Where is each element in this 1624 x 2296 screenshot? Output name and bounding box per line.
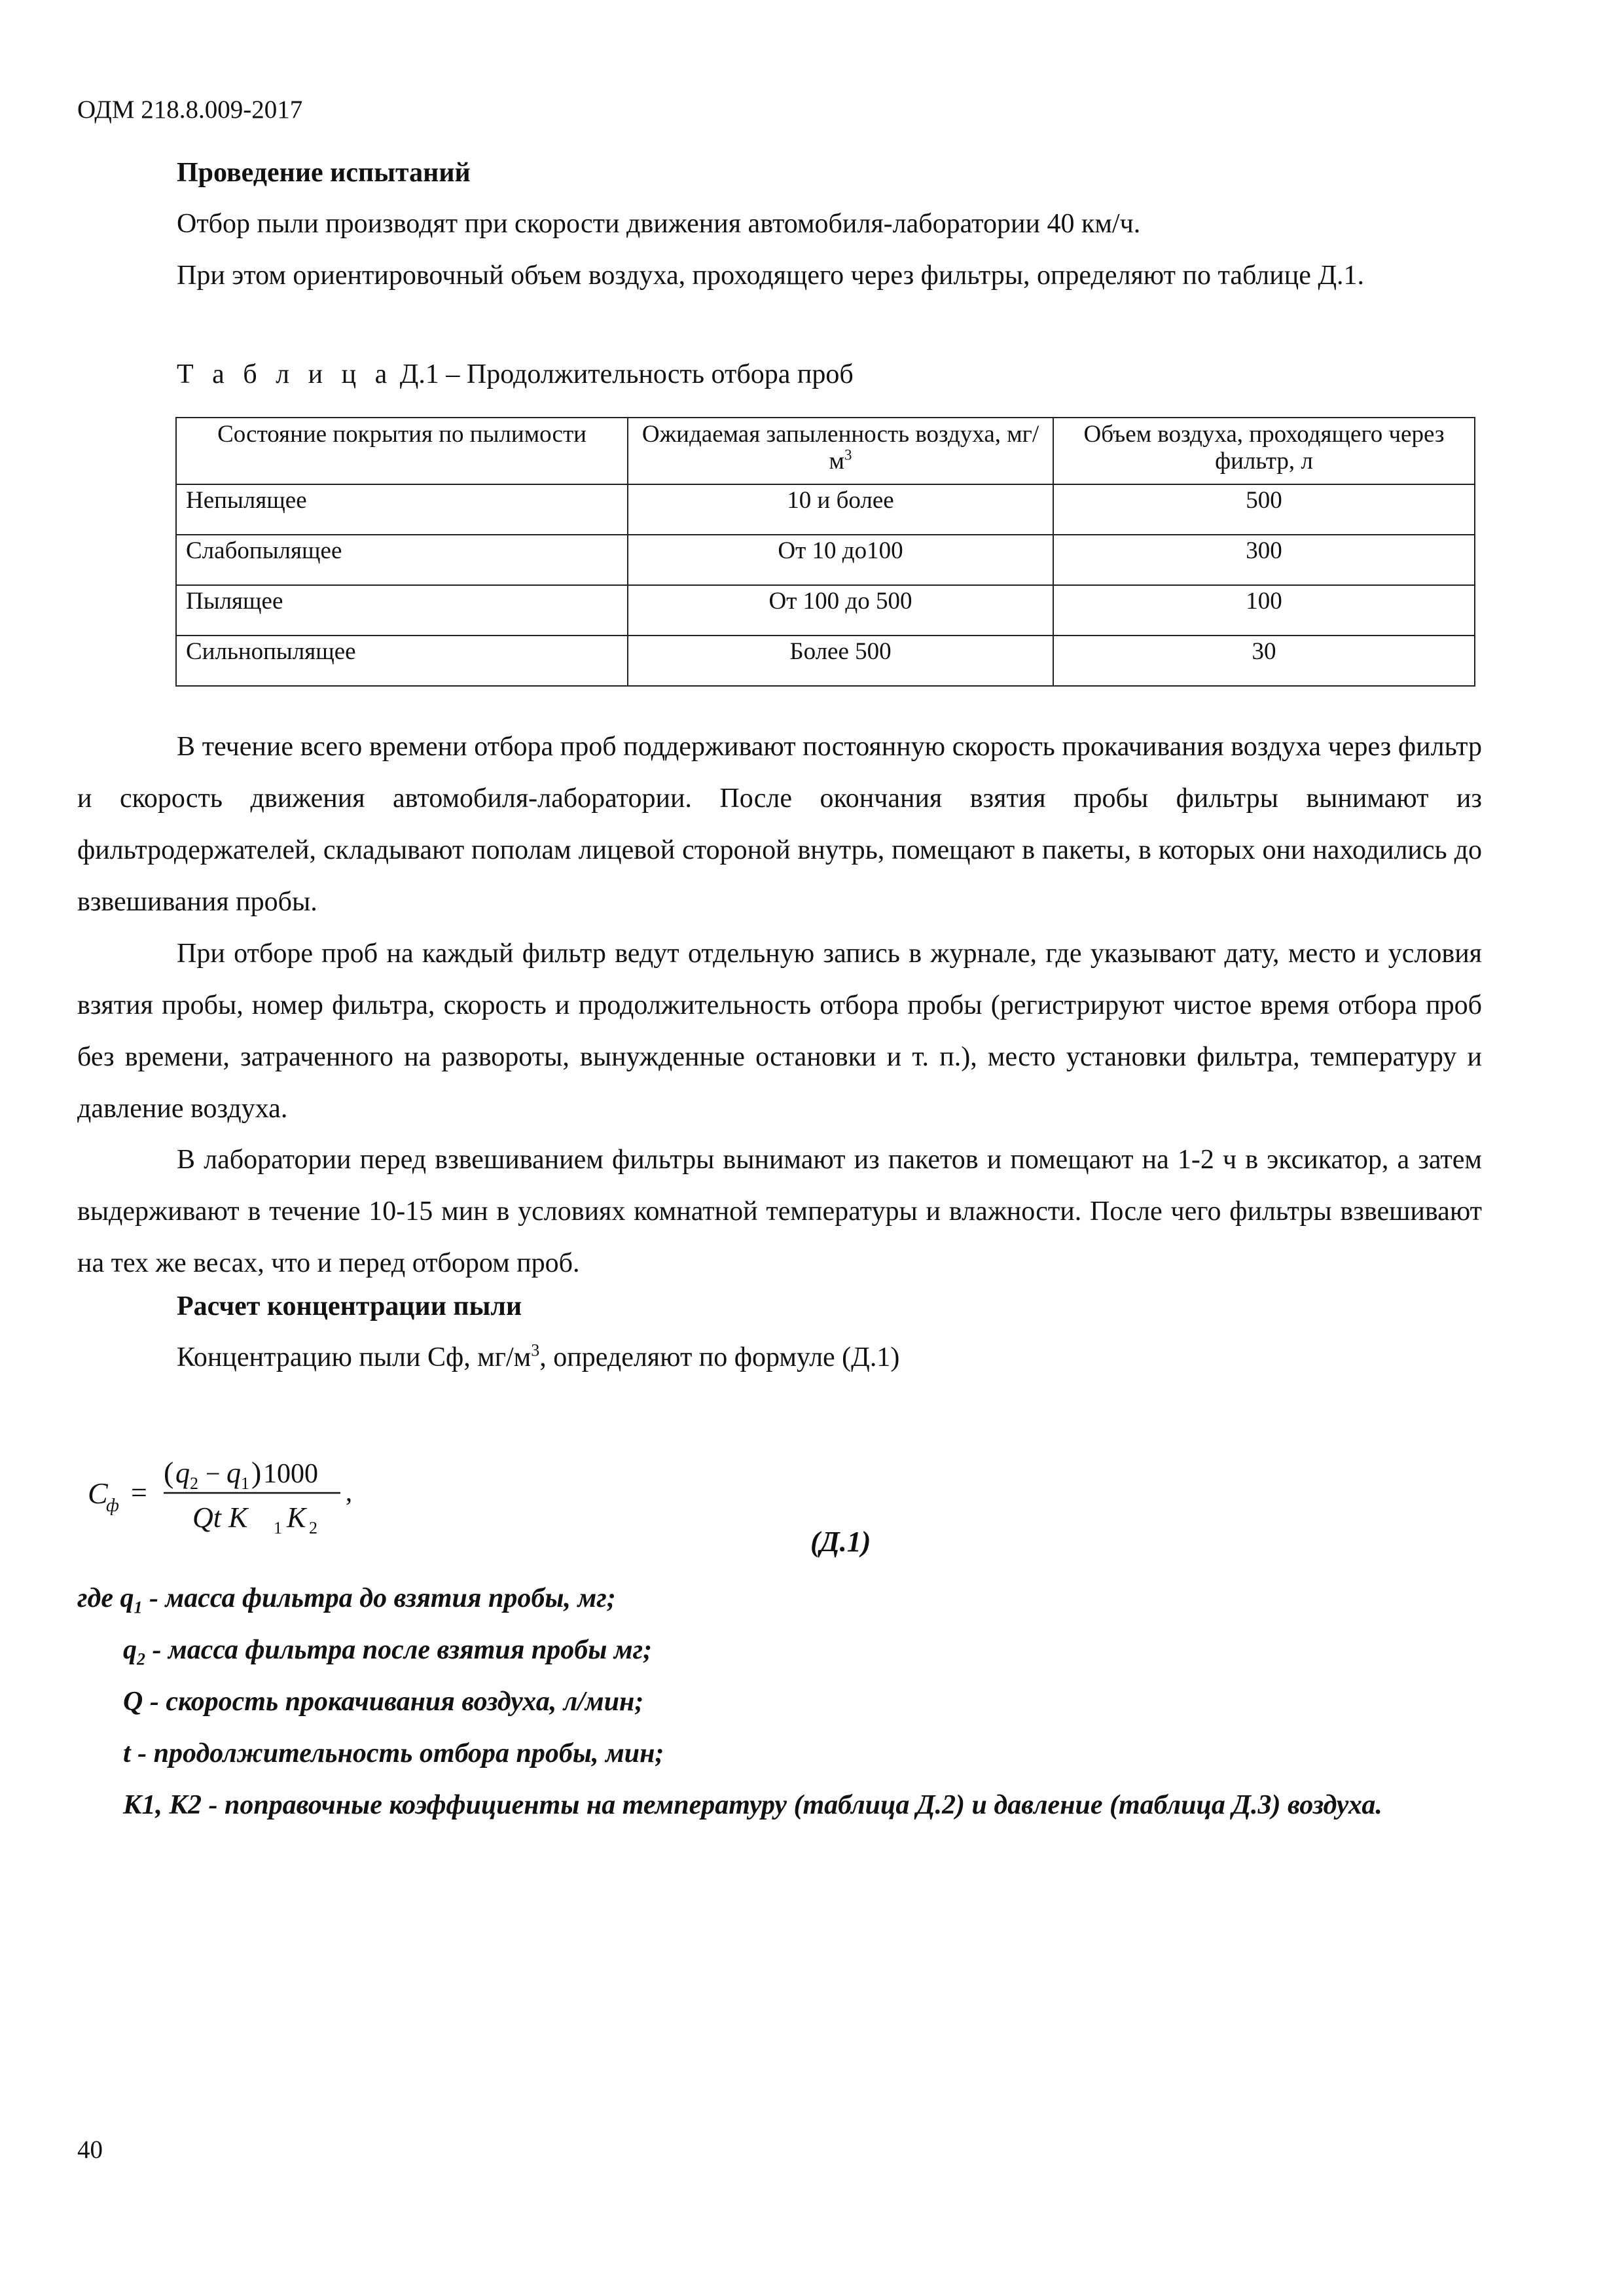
svg-text:q: q <box>226 1457 241 1489</box>
paragraph-formula-intro: Концентрацию пыли Сф, $мг/м^3$, определяют по формуле (Д.1) <box>177 1340 900 1372</box>
legend-k-coefficients: К1, К2 - поправочные коэффициенты на температуру (таблица Д.2) и давление (таблица Д.3) воздуха. <box>123 1790 1382 1820</box>
page-number: 40 <box>77 2136 103 2164</box>
section-heading-dust-concentration: Расчет концентрации пыли <box>177 1291 522 1321</box>
svg-text:q: q <box>175 1457 190 1489</box>
svg-text:=: = <box>131 1477 147 1509</box>
table-cell: Слабопылящее <box>176 535 628 585</box>
table-row <box>176 484 1475 535</box>
table-header-cell: Ожидаемая запыленность воздуха, $мг/м^3$ <box>628 418 1053 484</box>
table-cell: 10 и более <box>628 484 1053 535</box>
svg-text:K: K <box>287 1501 306 1534</box>
table-cell: От 10 до100 <box>628 535 1053 585</box>
table-cell: Сильнопылящее <box>176 636 628 686</box>
svg-text:(: ( <box>164 1456 174 1489</box>
paragraph-dust-sampling-speed: Отбор пыли производят при скорости движения автомобиля-лаборатории 40 км/ч. <box>177 209 1141 239</box>
table-row <box>176 636 1475 686</box>
table-header-cell: Состояние покрытия по пылимости <box>176 418 628 484</box>
legend-Q: Q - скорость прокачивания воздуха, л/мин; <box>123 1687 644 1717</box>
table-cell: 30 <box>1053 636 1475 686</box>
svg-text:): ) <box>251 1456 262 1489</box>
table-header-cell: Объем воздуха, проходящего через фильтр, л <box>1053 418 1475 484</box>
legend-q2: $q_2$ - масса фильтра после взятия пробы мг; <box>123 1635 653 1669</box>
table-cell: Непылящее <box>176 484 628 535</box>
svg-text:2: 2 <box>190 1474 198 1493</box>
svg-text:−: − <box>206 1459 221 1488</box>
table-caption-text: Д.1 – Продолжительность отбора проб <box>399 359 854 389</box>
table-cell: Пылящее <box>176 585 628 636</box>
table-cell: Более 500 <box>628 636 1053 686</box>
sampling-duration-table <box>175 417 1475 687</box>
svg-text:C: C <box>88 1477 108 1510</box>
svg-text:1: 1 <box>274 1518 282 1537</box>
table-caption-label: Т а б л и ц а <box>177 359 393 389</box>
paragraph-air-volume: При этом ориентировочный объем воздуха, проходящего через фильтры, определяют по таблице Д.1. <box>177 260 1364 291</box>
svg-text:ф: ф <box>106 1496 119 1516</box>
svg-text:1000: 1000 <box>263 1459 318 1489</box>
table-cell: 300 <box>1053 535 1475 585</box>
svg-text:2: 2 <box>309 1518 317 1537</box>
table-caption <box>177 359 854 390</box>
dust-concentration-formula <box>84 1443 424 1548</box>
document-code-header: ОДМ 218.8.009-2017 <box>77 96 303 124</box>
formula-number: (Д.1) <box>810 1526 871 1558</box>
svg-text:1: 1 <box>241 1474 249 1493</box>
table-cell: 100 <box>1053 585 1475 636</box>
table-cell: 500 <box>1053 484 1475 535</box>
svg-text:Qt K: Qt K <box>192 1501 248 1534</box>
paragraph-sampling-procedure: В течение всего времени отбора проб поддерживают постоянную скорость прокачивания воздуха через фильтр и скорость движения автомобиля-лаборатории. После окончания взятия пробы фильтры вынимают из фильтродержателей, складывают пополам лицевой стороной внутрь, помещают в пакеты, в которых они находились до взвешивания пробы. <box>77 732 1482 917</box>
legend-q1: где $q_1$ - масса фильтра до взятия пробы, мг; <box>77 1583 616 1617</box>
table-row <box>176 535 1475 585</box>
table-row <box>176 585 1475 636</box>
legend-t: t - продолжительность отбора пробы, мин; <box>123 1738 664 1768</box>
paragraph-journal-record: При отборе проб на каждый фильтр ведут отдельную запись в журнале, где указывают дату, место и условия взятия пробы, номер фильтра, скорость и продолжительность отбора пробы (регистрируют чистое время отбора проб без времени, затраченного на развороты, вынужденные остановки и т. п.), место установки фильтра, температуру и давление воздуха. <box>77 939 1482 1124</box>
table-cell: От 100 до 500 <box>628 585 1053 636</box>
section-heading-testing: Проведение испытаний <box>177 158 471 188</box>
table-header-row <box>176 418 1475 484</box>
paragraph-lab-weighing: В лаборатории перед взвешиванием фильтры вынимают из пакетов и помещают на 1-2 ч в эксикатор, а затем выдерживают в течение 10-15 мин в условиях комнатной температуры и влажности. После чего фильтры взвешивают на тех же весах, что и перед отбором проб. <box>77 1145 1482 1278</box>
svg-text:,: , <box>346 1477 352 1507</box>
